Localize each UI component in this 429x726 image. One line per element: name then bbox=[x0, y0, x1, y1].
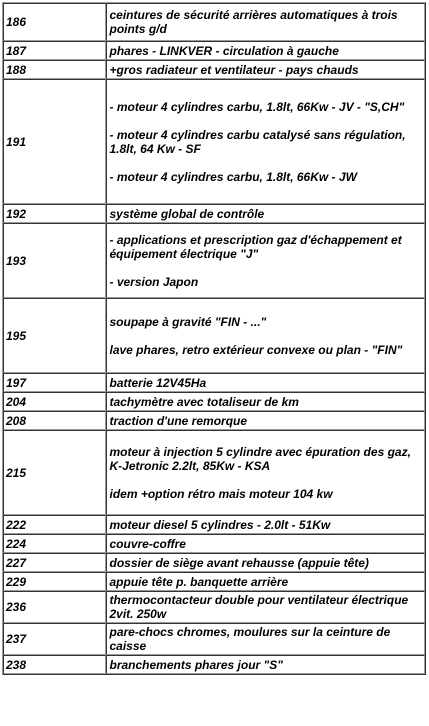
option-code-cell: 222 bbox=[3, 515, 106, 534]
option-description-text: batterie 12V45Ha bbox=[109, 375, 207, 390]
option-code-cell: 238 bbox=[3, 655, 106, 674]
table-row bbox=[3, 223, 425, 298]
table-row bbox=[3, 392, 425, 411]
option-code-cell: 236 bbox=[3, 591, 106, 623]
option-description-text: idem +option rétro mais moteur 104 kw bbox=[109, 486, 333, 501]
option-description-cell bbox=[106, 298, 425, 373]
option-code-cell: 204 bbox=[3, 392, 106, 411]
option-code-cell: 229 bbox=[3, 572, 106, 591]
option-description-cell bbox=[106, 411, 425, 430]
option-code-cell: 193 bbox=[3, 223, 106, 298]
option-code-cell: 224 bbox=[3, 534, 106, 553]
option-description-text: - moteur 4 cylindres carbu catalysé sans régulation, 1.8lt, 64 Kw - SF bbox=[109, 127, 406, 156]
option-code-cell: 227 bbox=[3, 553, 106, 572]
option-description-text: lave phares, retro extérieur convexe ou plan - "FIN" bbox=[109, 342, 403, 357]
option-description-cell bbox=[106, 572, 425, 591]
table-row bbox=[3, 298, 425, 373]
option-description-cell bbox=[106, 373, 425, 392]
option-code-cell: 188 bbox=[3, 60, 106, 79]
option-description-cell bbox=[106, 392, 425, 411]
option-description-text: dossier de siège avant rehausse (appuie tête) bbox=[109, 555, 369, 570]
table-row bbox=[3, 591, 425, 623]
option-code-cell: 237 bbox=[3, 623, 106, 655]
option-description-text: thermocontacteur double pour ventilateur électrique 2vit. 250w bbox=[109, 593, 409, 621]
option-description-cell bbox=[106, 515, 425, 534]
option-code-cell: 195 bbox=[3, 298, 106, 373]
option-description-text: branchements phares jour "S" bbox=[109, 657, 283, 672]
options-table bbox=[2, 2, 426, 675]
option-description-cell bbox=[106, 623, 425, 655]
option-description-cell bbox=[106, 655, 425, 674]
option-code-cell: 187 bbox=[3, 41, 106, 60]
option-description-cell bbox=[106, 79, 425, 204]
option-description-cell bbox=[106, 60, 425, 79]
table-row bbox=[3, 3, 425, 41]
option-description-cell bbox=[106, 204, 425, 223]
option-description-cell bbox=[106, 430, 425, 515]
table-row bbox=[3, 534, 425, 553]
table-row bbox=[3, 515, 425, 534]
option-description-cell bbox=[106, 553, 425, 572]
table-row bbox=[3, 373, 425, 392]
table-row bbox=[3, 204, 425, 223]
option-description-text: moteur diesel 5 cylindres - 2.0lt - 51Kw bbox=[109, 517, 331, 532]
table-row bbox=[3, 79, 425, 204]
option-description-text: système global de contrôle bbox=[109, 206, 265, 221]
option-code-cell: 192 bbox=[3, 204, 106, 223]
options-table-body bbox=[3, 3, 425, 674]
option-description-text: traction d'une remorque bbox=[109, 413, 248, 428]
table-row bbox=[3, 572, 425, 591]
table-row bbox=[3, 60, 425, 79]
option-code-cell: 197 bbox=[3, 373, 106, 392]
option-code-cell: 191 bbox=[3, 79, 106, 204]
option-description-text: - version Japon bbox=[109, 274, 199, 289]
table-row bbox=[3, 655, 425, 674]
option-description-cell bbox=[106, 41, 425, 60]
table-row bbox=[3, 430, 425, 515]
option-description-text: ceintures de sécurité arrières automatiques à trois points g/d bbox=[109, 8, 398, 36]
table-row bbox=[3, 41, 425, 60]
option-code-cell: 208 bbox=[3, 411, 106, 430]
option-description-text: appuie tête p. banquette arrière bbox=[109, 574, 289, 589]
option-description-text: soupape à gravité "FIN - ..." bbox=[109, 314, 267, 329]
option-description-text: +gros radiateur et ventilateur - pays chauds bbox=[109, 62, 359, 77]
table-row bbox=[3, 623, 425, 655]
option-code-cell: 215 bbox=[3, 430, 106, 515]
options-sheet bbox=[2, 2, 426, 675]
option-description-text: - applications et prescription gaz d'échappement et équipement électrique "J" bbox=[109, 232, 402, 261]
option-description-text: couvre-coffre bbox=[109, 536, 186, 551]
option-description-text: - moteur 4 cylindres carbu, 1.8lt, 66Kw - JV - "S,CH" bbox=[109, 99, 405, 114]
table-row bbox=[3, 411, 425, 430]
table-row bbox=[3, 553, 425, 572]
option-description-cell bbox=[106, 223, 425, 298]
option-code-cell: 186 bbox=[3, 3, 106, 41]
option-description-cell bbox=[106, 534, 425, 553]
option-description-text: moteur à injection 5 cylindre avec épuration des gaz, K-Jetronic 2.2lt, 85Kw - KSA bbox=[109, 444, 411, 473]
option-description-cell bbox=[106, 591, 425, 623]
option-description-cell bbox=[106, 3, 425, 41]
option-description-text: - moteur 4 cylindres carbu, 1.8lt, 66Kw - JW bbox=[109, 169, 357, 184]
option-description-text: pare-chocs chromes, moulures sur la ceinture de caisse bbox=[109, 625, 391, 653]
option-description-text: phares - LINKVER - circulation à gauche bbox=[109, 43, 339, 58]
option-description-text: tachymètre avec totaliseur de km bbox=[109, 394, 299, 409]
